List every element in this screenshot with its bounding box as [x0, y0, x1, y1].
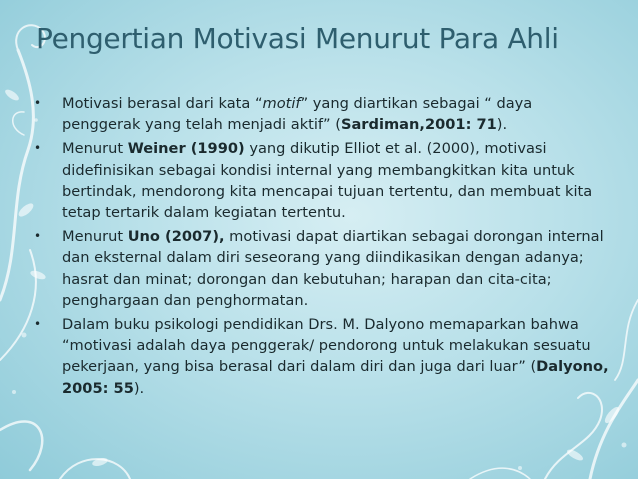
bullet-icon: • — [34, 229, 42, 244]
bullet-list — [32, 93, 612, 402]
bullet-text: Menurut — [62, 140, 128, 158]
bullet-text: Menurut — [62, 228, 128, 246]
citation-dalyono: Dalyono, 2005: 55 — [62, 358, 609, 397]
bullet-item-dalyono — [32, 314, 612, 399]
bullet-text: Dalam buku psikologi pendidikan Drs. M. Dalyono memaparkan bahwa “motivasi adalah daya penggerak/ pendorong untuk melakukan sesuatu pekerjaan, yang bisa berasal dari dalam diri dan juga dari luar” ( — [62, 316, 591, 376]
bullet-text: ). — [496, 116, 508, 134]
bullet-text: ” yang diartikan sebagai “ daya penggerak yang telah menjadi aktif” ( — [62, 95, 533, 134]
bullet-text: Motivasi berasal dari kata “ — [62, 95, 263, 112]
citation-sardiman: Sardiman,2001: 71 — [340, 116, 497, 134]
bullet-text: motivasi dapat diartikan sebagai dorongan internal dan eksternal dalam diri seseorang yang diindikasikan dengan adanya; hasrat dan minat; dorongan dan kebutuhan; harapan dan cita-cita; penghargaan dan penghormatan. — [62, 228, 604, 309]
bullet-icon: • — [34, 141, 42, 156]
bullet-icon: • — [34, 96, 42, 110]
citation-weiner: Weiner (1990) — [127, 140, 245, 158]
slide-title: Pengertian Motivasi Menurut Para Ahli — [36, 22, 559, 55]
bullet-item-sardiman — [32, 93, 612, 135]
bullet-item-uno — [32, 226, 612, 311]
bullet-icon: • — [34, 317, 42, 332]
bullet-text: ). — [133, 379, 145, 397]
bullet-item-weiner — [32, 138, 612, 223]
term-motif: motif — [262, 95, 301, 112]
bullet-text: yang dikutip Elliot et al. (2000), motivasi didefinisikan sebagai kondisi internal yang membangkitkan kita untuk bertindak, mendorong kita mencapai tujuan tertentu, dan membuat kita tetap tertarik dalam kegiatan tertentu. — [62, 140, 593, 222]
citation-uno: Uno (2007), — [127, 228, 225, 246]
